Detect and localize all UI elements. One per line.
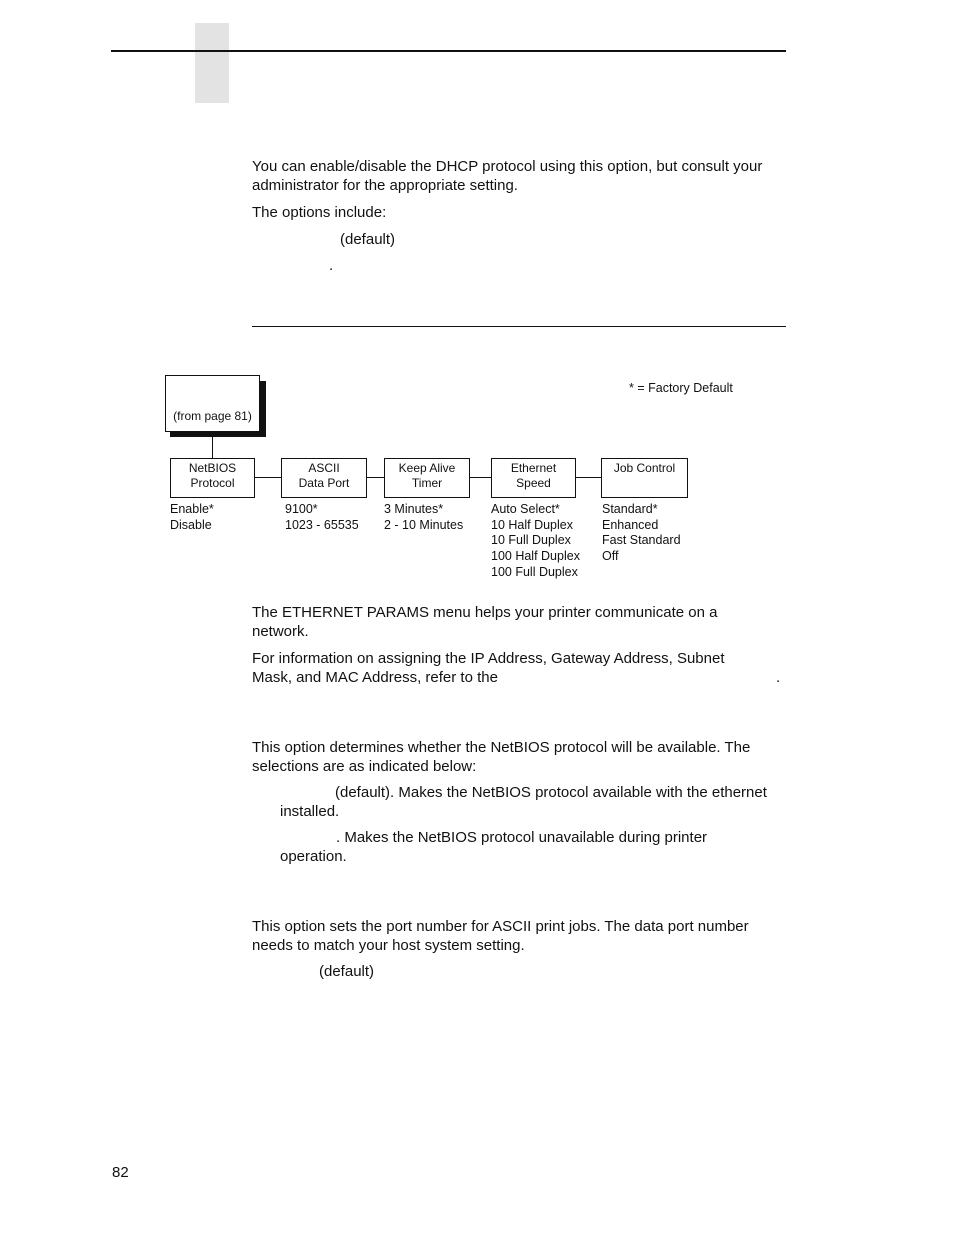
connector-2-3 [366,477,384,478]
option-item: Enable* [170,502,214,516]
menu-label-line1: Ethernet [510,461,557,475]
netbios-enable-text: (default). Makes the NetBIOS protocol available with the ethernet [335,784,767,801]
parent-menu-box [165,375,260,432]
option-item: 10 Full Duplex [491,533,571,548]
option-item: Disable [170,517,212,532]
option-item: 9100* [285,502,318,516]
menu-label-line1: ASCII [308,461,340,475]
menu-label-line1: Job Control [613,461,676,475]
menu-box-ascii-data-port [281,458,367,498]
ip-address-reference [252,649,792,687]
menu-box-ethernet-speed [491,458,576,498]
connector-3-4 [469,477,492,478]
option-1-suffix: (default) [340,231,396,248]
dhcp-line-1: You can enable/disable the DHCP protocol using this option, but consult your [252,158,763,175]
factory-default-note: * = Factory Default [629,381,733,395]
netbios-p1-line2: selections are as indicated below: [252,758,477,775]
ascii-default-suffix: (default) [319,963,375,980]
menu-label-line1: Keep Alive [398,461,456,475]
option-item: 3 Minutes* [384,502,444,516]
page-number: 82 [112,1164,129,1181]
option-item: 100 Half Duplex [491,549,580,564]
ethernet-p1-line2: network. [252,623,309,640]
netbios-disable-text-2: operation. [280,848,347,865]
dhcp-line-2: administrator for the appropriate setting. [252,177,518,194]
parent-connector [212,437,213,458]
option-item: 2 - 10 Minutes [384,517,464,532]
option-item: 1023 - 65535 [285,517,359,532]
options-ascii-data-port [285,502,359,533]
options-keep-alive-timer [384,502,463,533]
ethernet-p2-line2: Mask, and MAC Address, refer to the [252,669,498,686]
options-intro: The options include: [252,204,387,221]
ethernet-p2-line1: For information on assigning the IP Address, Gateway Address, Subnet [252,650,725,667]
netbios-disable-text: . Makes the NetBIOS protocol unavailable during printer [336,829,708,846]
option-item: Off [602,549,619,564]
menu-label-line2: Data Port [298,476,350,490]
options-job-control [602,502,681,565]
options-ethernet-speed [491,502,580,581]
option-item: Fast Standard [602,533,681,548]
menu-label-line2: Timer [411,476,443,490]
menu-label-line2: Speed [516,476,551,490]
menu-label-line1: NetBIOS [188,461,237,475]
menu-box-netbios-protocol [170,458,255,498]
option-item: Enhanced [602,517,659,532]
menu-box-keep-alive-timer [384,458,470,498]
netbios-p1-line1: This option determines whether the NetBIOS protocol will be available. The [252,739,751,756]
ascii-p1-line1: This option sets the port number for ASCII print jobs. The data port number [252,918,749,935]
netbios-description [252,738,792,776]
ethernet-p2-end: . [776,669,781,686]
connector-4-5 [575,477,601,478]
option-item: 100 Full Duplex [491,564,578,579]
netbios-enable-text-2: installed. [280,803,340,820]
ascii-port-description [252,917,792,955]
ethernet-p1-line1: The ETHERNET PARAMS menu helps your printer communicate on a [252,604,718,621]
menu-box-job-control [601,458,688,498]
menu-diagram [0,0,954,600]
ethernet-params-description [252,603,792,641]
option-2-suffix: . [329,257,334,274]
option-item: 10 Half Duplex [491,517,573,532]
option-item: Auto Select* [491,502,560,516]
parent-box-label: (from page 81) [173,409,252,423]
menu-label-line2: Protocol [190,476,235,490]
ascii-p1-line2: needs to match your host system setting. [252,937,525,954]
connector-1-2 [254,477,282,478]
options-netbios-protocol [170,502,214,533]
option-item: Standard* [602,502,658,516]
